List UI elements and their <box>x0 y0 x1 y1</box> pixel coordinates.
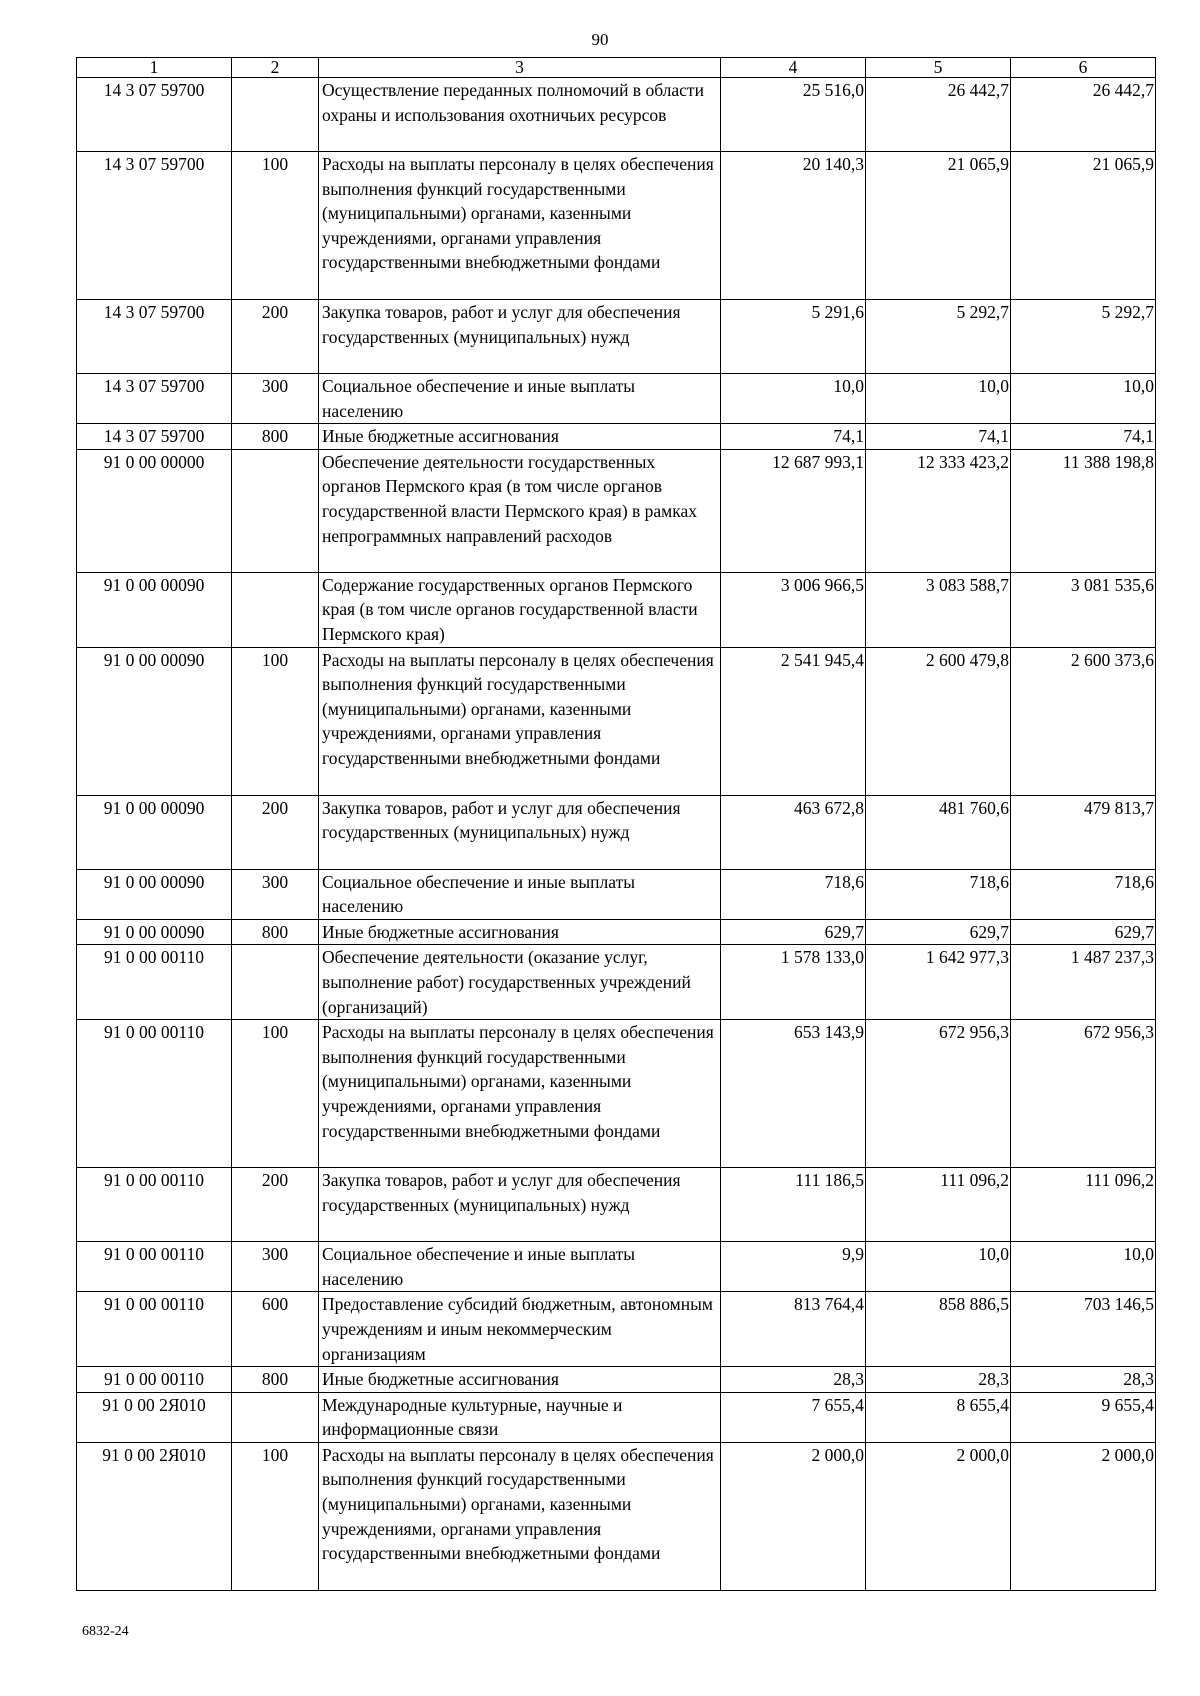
amount-col5-cell: 21 065,9 <box>866 152 1011 300</box>
budget-code-cell: 91 0 00 00090 <box>77 869 232 919</box>
amount-col6-cell: 5 292,7 <box>1011 300 1156 374</box>
expense-type-cell: 200 <box>232 795 319 869</box>
description-cell: Иные бюджетные ассигнования <box>319 919 721 945</box>
table-row <box>77 1292 1156 1367</box>
description-cell: Содержание государственных органов Пермского края (в том числе органов государственной власти Пермского края) <box>319 572 721 647</box>
table-row <box>77 374 1156 424</box>
budget-table <box>76 57 1156 1591</box>
column-number: 4 <box>721 58 866 78</box>
amount-col6-cell: 479 813,7 <box>1011 795 1156 869</box>
amount-col6-cell: 629,7 <box>1011 919 1156 945</box>
column-number: 2 <box>232 58 319 78</box>
column-number: 3 <box>319 58 721 78</box>
description-cell: Иные бюджетные ассигнования <box>319 1367 721 1393</box>
table-row <box>77 1442 1156 1590</box>
amount-col6-cell: 10,0 <box>1011 1242 1156 1292</box>
budget-code-cell: 91 0 00 00000 <box>77 449 232 572</box>
amount-col5-cell: 672 956,3 <box>866 1020 1011 1168</box>
table-row <box>77 424 1156 450</box>
amount-col4-cell: 9,9 <box>721 1242 866 1292</box>
expense-type-cell: 100 <box>232 152 319 300</box>
table-row <box>77 647 1156 795</box>
amount-col4-cell: 20 140,3 <box>721 152 866 300</box>
amount-col4-cell: 25 516,0 <box>721 78 866 152</box>
expense-type-cell: 800 <box>232 1367 319 1393</box>
description-cell: Расходы на выплаты персоналу в целях обеспечения выполнения функций государственными (муниципальными) органами, казенными учреждениями, органами управления государственными внебюджетными фондами <box>319 1020 721 1168</box>
amount-col6-cell: 28,3 <box>1011 1367 1156 1393</box>
expense-type-cell: 800 <box>232 919 319 945</box>
column-number-row <box>77 58 1156 78</box>
amount-col4-cell: 111 186,5 <box>721 1168 866 1242</box>
amount-col5-cell: 28,3 <box>866 1367 1011 1393</box>
budget-code-cell: 91 0 00 00090 <box>77 919 232 945</box>
amount-col5-cell: 74,1 <box>866 424 1011 450</box>
amount-col6-cell: 703 146,5 <box>1011 1292 1156 1367</box>
expense-type-cell <box>232 572 319 647</box>
column-number: 6 <box>1011 58 1156 78</box>
description-cell: Закупка товаров, работ и услуг для обеспечения государственных (муниципальных) нужд <box>319 795 721 869</box>
expense-type-cell: 600 <box>232 1292 319 1367</box>
amount-col5-cell: 2 000,0 <box>866 1442 1011 1590</box>
amount-col4-cell: 10,0 <box>721 374 866 424</box>
amount-col4-cell: 463 672,8 <box>721 795 866 869</box>
amount-col5-cell: 2 600 479,8 <box>866 647 1011 795</box>
amount-col5-cell: 111 096,2 <box>866 1168 1011 1242</box>
table-row <box>77 795 1156 869</box>
column-number: 1 <box>77 58 232 78</box>
amount-col5-cell: 629,7 <box>866 919 1011 945</box>
budget-code-cell: 91 0 00 00090 <box>77 572 232 647</box>
description-cell: Расходы на выплаты персоналу в целях обеспечения выполнения функций государственными (муниципальными) органами, казенными учреждениями, органами управления государственными внебюджетными фондами <box>319 1442 721 1590</box>
amount-col5-cell: 3 083 588,7 <box>866 572 1011 647</box>
budget-code-cell: 91 0 00 00090 <box>77 647 232 795</box>
description-cell: Расходы на выплаты персоналу в целях обеспечения выполнения функций государственными (муниципальными) органами, казенными учреждениями, органами управления государственными внебюджетными фондами <box>319 647 721 795</box>
amount-col6-cell: 10,0 <box>1011 374 1156 424</box>
table-row <box>77 1020 1156 1168</box>
expense-type-cell: 100 <box>232 647 319 795</box>
expense-type-cell: 300 <box>232 1242 319 1292</box>
amount-col4-cell: 74,1 <box>721 424 866 450</box>
amount-col4-cell: 653 143,9 <box>721 1020 866 1168</box>
description-cell: Обеспечение деятельности (оказание услуг, выполнение работ) государственных учреждений (организаций) <box>319 945 721 1020</box>
description-cell: Иные бюджетные ассигнования <box>319 424 721 450</box>
amount-col4-cell: 1 578 133,0 <box>721 945 866 1020</box>
amount-col6-cell: 74,1 <box>1011 424 1156 450</box>
description-cell: Осуществление переданных полномочий в области охраны и использования охотничьих ресурсов <box>319 78 721 152</box>
budget-code-cell: 14 3 07 59700 <box>77 424 232 450</box>
amount-col4-cell: 3 006 966,5 <box>721 572 866 647</box>
budget-code-cell: 91 0 00 00090 <box>77 795 232 869</box>
amount-col6-cell: 9 655,4 <box>1011 1392 1156 1442</box>
description-cell: Расходы на выплаты персоналу в целях обеспечения выполнения функций государственными (муниципальными) органами, казенными учреждениями, органами управления государственными внебюджетными фондами <box>319 152 721 300</box>
amount-col4-cell: 5 291,6 <box>721 300 866 374</box>
expense-type-cell <box>232 78 319 152</box>
expense-type-cell <box>232 945 319 1020</box>
expense-type-cell: 300 <box>232 374 319 424</box>
table-row <box>77 869 1156 919</box>
table-row <box>77 1242 1156 1292</box>
expense-type-cell: 800 <box>232 424 319 450</box>
amount-col6-cell: 21 065,9 <box>1011 152 1156 300</box>
amount-col6-cell: 26 442,7 <box>1011 78 1156 152</box>
table-row <box>77 449 1156 572</box>
budget-code-cell: 14 3 07 59700 <box>77 152 232 300</box>
amount-col5-cell: 5 292,7 <box>866 300 1011 374</box>
amount-col6-cell: 3 081 535,6 <box>1011 572 1156 647</box>
budget-code-cell: 91 0 00 2Я010 <box>77 1442 232 1590</box>
amount-col6-cell: 2 600 373,6 <box>1011 647 1156 795</box>
budget-code-cell: 14 3 07 59700 <box>77 374 232 424</box>
table-row <box>77 919 1156 945</box>
amount-col4-cell: 629,7 <box>721 919 866 945</box>
description-cell: Социальное обеспечение и иные выплаты населению <box>319 869 721 919</box>
description-cell: Социальное обеспечение и иные выплаты населению <box>319 374 721 424</box>
amount-col4-cell: 813 764,4 <box>721 1292 866 1367</box>
budget-code-cell: 14 3 07 59700 <box>77 78 232 152</box>
expense-type-cell: 200 <box>232 300 319 374</box>
budget-code-cell: 91 0 00 2Я010 <box>77 1392 232 1442</box>
amount-col5-cell: 26 442,7 <box>866 78 1011 152</box>
amount-col4-cell: 718,6 <box>721 869 866 919</box>
description-cell: Социальное обеспечение и иные выплаты населению <box>319 1242 721 1292</box>
amount-col6-cell: 1 487 237,3 <box>1011 945 1156 1020</box>
expense-type-cell <box>232 1392 319 1442</box>
column-number: 5 <box>866 58 1011 78</box>
amount-col5-cell: 481 760,6 <box>866 795 1011 869</box>
description-cell: Предоставление субсидий бюджетным, автономным учреждениям и иным некоммерческим организациям <box>319 1292 721 1367</box>
amount-col5-cell: 858 886,5 <box>866 1292 1011 1367</box>
amount-col6-cell: 718,6 <box>1011 869 1156 919</box>
expense-type-cell: 300 <box>232 869 319 919</box>
amount-col5-cell: 1 642 977,3 <box>866 945 1011 1020</box>
amount-col4-cell: 28,3 <box>721 1367 866 1393</box>
budget-code-cell: 91 0 00 00110 <box>77 1367 232 1393</box>
document-code: 6832-24 <box>82 1624 129 1639</box>
description-cell: Закупка товаров, работ и услуг для обеспечения государственных (муниципальных) нужд <box>319 1168 721 1242</box>
expense-type-cell: 100 <box>232 1020 319 1168</box>
budget-code-cell: 14 3 07 59700 <box>77 300 232 374</box>
table-row <box>77 300 1156 374</box>
table-row <box>77 1168 1156 1242</box>
amount-col6-cell: 2 000,0 <box>1011 1442 1156 1590</box>
amount-col4-cell: 7 655,4 <box>721 1392 866 1442</box>
amount-col5-cell: 8 655,4 <box>866 1392 1011 1442</box>
amount-col5-cell: 718,6 <box>866 869 1011 919</box>
amount-col5-cell: 10,0 <box>866 1242 1011 1292</box>
description-cell: Обеспечение деятельности государственных органов Пермского края (в том числе органов государственной власти Пермского края) в рамках непрограммных направлений расходов <box>319 449 721 572</box>
amount-col4-cell: 12 687 993,1 <box>721 449 866 572</box>
amount-col4-cell: 2 541 945,4 <box>721 647 866 795</box>
budget-code-cell: 91 0 00 00110 <box>77 1020 232 1168</box>
table-row <box>77 78 1156 152</box>
expense-type-cell: 200 <box>232 1168 319 1242</box>
expense-type-cell <box>232 449 319 572</box>
expense-type-cell: 100 <box>232 1442 319 1590</box>
budget-code-cell: 91 0 00 00110 <box>77 1242 232 1292</box>
table-row <box>77 152 1156 300</box>
description-cell: Закупка товаров, работ и услуг для обеспечения государственных (муниципальных) нужд <box>319 300 721 374</box>
amount-col6-cell: 11 388 198,8 <box>1011 449 1156 572</box>
amount-col4-cell: 2 000,0 <box>721 1442 866 1590</box>
table-row <box>77 945 1156 1020</box>
amount-col6-cell: 672 956,3 <box>1011 1020 1156 1168</box>
amount-col6-cell: 111 096,2 <box>1011 1168 1156 1242</box>
budget-code-cell: 91 0 00 00110 <box>77 945 232 1020</box>
amount-col5-cell: 12 333 423,2 <box>866 449 1011 572</box>
description-cell: Международные культурные, научные и информационные связи <box>319 1392 721 1442</box>
table-row <box>77 1392 1156 1442</box>
budget-code-cell: 91 0 00 00110 <box>77 1168 232 1242</box>
table-row <box>77 572 1156 647</box>
table-row <box>77 1367 1156 1393</box>
budget-code-cell: 91 0 00 00110 <box>77 1292 232 1367</box>
page-number: 90 <box>591 30 609 49</box>
amount-col5-cell: 10,0 <box>866 374 1011 424</box>
